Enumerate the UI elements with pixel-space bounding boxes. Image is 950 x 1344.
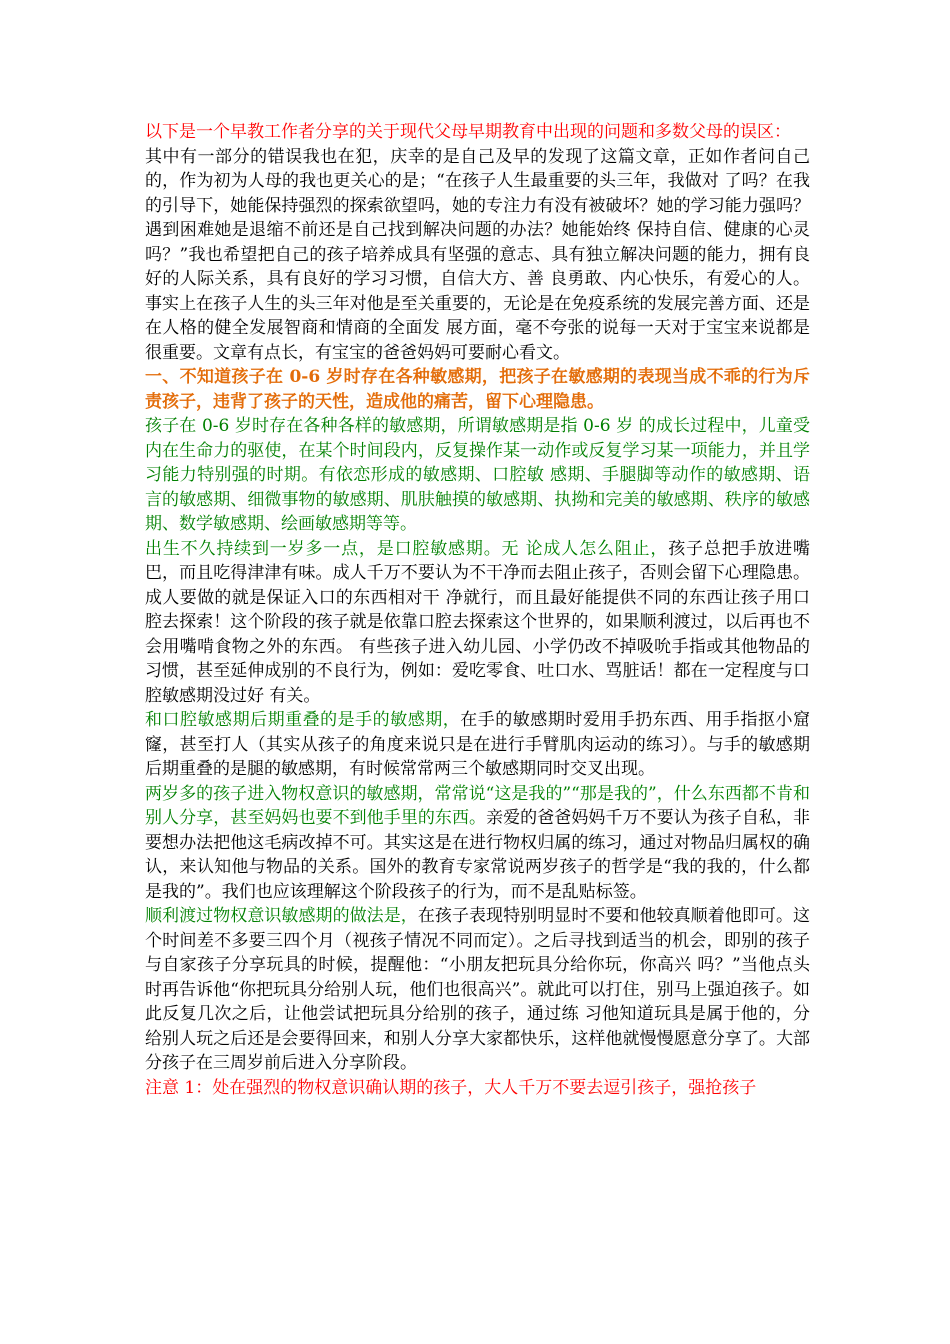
sensitive-period-paragraph: 孩子在 0-6 岁时存在各种各样的敏感期，所谓敏感期是指 0-6 岁 的成长过程中，儿童受内在生命力的驱使，在某个时间段内，反复操作某一动作或反复学习某一项能力，并且学习能力特别强的时期。有依恋形成的敏感期、口腔敏 感期、手腿脚等动作的敏感期、语言的敏感期、细微事物的敏感期、肌肤触摸的敏感期、执拗和完美的敏感期、秩序的敏感期、数学敏感期、绘画敏感期等等。 [145, 416, 810, 534]
hand-period-paragraph [145, 708, 810, 782]
hand-period-lead: 和口腔敏感期后期重叠的是手的敏感期， [145, 710, 461, 730]
document-page [145, 120, 810, 1100]
note-1-line: 注意 1：处在强烈的物权意识确认期的孩子，大人千万不要去逗引孩子，强抢孩子 [145, 1077, 757, 1098]
intro-heading: 以下是一个早教工作者分享的关于现代父母早期教育中出现的问题和多数父母的误区： [145, 122, 791, 142]
intro-paragraph: 其中有一部分的错误我也在犯，庆幸的是自己及早的发现了这篇文章，正如作者问自己的，作为初为人母的我也更关心的是；“在孩子人生最重要的头三年，我做对 了吗？在我的引导下，她能保持强烈的探索欲望吗，她的专注力有没有被破坏？她的学习能力强吗？遇到困难她是退缩不前还是自己找到解决问题的办法？她能始终 保持自信、健康的心灵吗？”我也希望把自己的孩子培养成具有坚强的意志、具有独立解决问题的能力，拥有良好的人际关系，具有良好的学习习惯，自信大方、善 良勇敢、内心快乐，有爱心的人。事实上在孩子人生的头三年对他是至关重要的，无论是在免疫系统的发展完善方面、还是在人格的健全发展智商和情商的全面发 展方面，毫不夸张的说每一天对于宝宝来说都是很重要。文章有点长，有宝宝的爸爸妈妈可要耐心看文。 [145, 146, 810, 363]
ownership-method-lead: 顺利渡过物权意识敏感期的做法是， [145, 906, 418, 926]
section-heading-1: 一、不知道孩子在 0-6 岁时存在各种敏感期，把孩子在敏感期的表现当成不乖的行为斥责孩子，违背了孩子的天性，造成他的痛苦，留下心理隐患。 [145, 367, 810, 412]
oral-period-lead: 出生不久持续到一岁多一点，是口腔敏感期。无 论成人怎么阻止， [145, 538, 669, 559]
hand-period-body: 在手的敏感期时爱用手扔东西、用手指抠小窟窿，甚至打人（其实从孩子的角度来说只是在进行手臂肌肉运动的练习）。与手的敏感期后期重叠的是腿的敏感期，有时候常常两三个敏感期同时交叉出现。 [145, 710, 811, 779]
ownership-period-lead: 两岁多的孩子进入物权意识的敏感期，常常说“这是我的”“那是我的”，什么东西都不肯和别人分享，甚至妈妈也要不到他手里的东西。 [145, 783, 810, 828]
ownership-period-paragraph [145, 782, 810, 905]
ownership-period-body: 亲爱的爸爸妈妈千万不要认为孩子自私，非要想办法把他这毛病改掉不可。其实这是在进行物权归属的练习，通过对物品归属权的确认，来认知他与物品的关系。国外的教育专家常说两岁孩子的哲学是“我的我的，什么都是我的”。我们也应该理解这个阶段孩子的行为，而不是乱贴标签。 [145, 808, 811, 902]
oral-period-paragraph [145, 537, 810, 709]
oral-period-body: 孩子总把手放进嘴巴，而且吃得津津有味。成人千万不要认为不干净而去阻止孩子，否则会留下心理隐患。成人要做的就是保证入口的东西相对干 净就行，而且最好能提供不同的东西让孩子用口腔去探索！这个阶段的孩子就是依靠口腔去探索这个世界的，如果顺利渡过，以后再也不会用嘴啃食物之外的东西。 有些孩子进入幼儿园、小学仍改不掉吸吮手指或其他物品的习惯，甚至延伸成别的不良行为，例如：爱吃零食、吐口水、骂脏话！都在一定程度与口腔敏感期没过好 有关。 [145, 538, 811, 706]
ownership-method-body: 在孩子表现特别明显时不要和他较真顺着他即可。这 个时间差不多要三四个月（视孩子情况不同而定）。之后寻找到适当的机会，即别的孩子与自家孩子分享玩具的时候，提醒他：“小朋友把玩具分给你玩，你高兴 吗？”当他点头时再告诉他“你把玩具分给别人玩，他们也很高兴”。就此可以打住，别马上强迫孩子。如此反复几次之后，让他尝试把玩具分给别的孩子，通过练 习他知道玩具是属于他的，分给别人玩之后还是会要得回来，和别人分享大家都快乐，这样他就慢慢愿意分享了。大部分孩子在三周岁前后进入分享阶段。 [145, 906, 811, 1073]
ownership-method-paragraph [145, 904, 810, 1076]
